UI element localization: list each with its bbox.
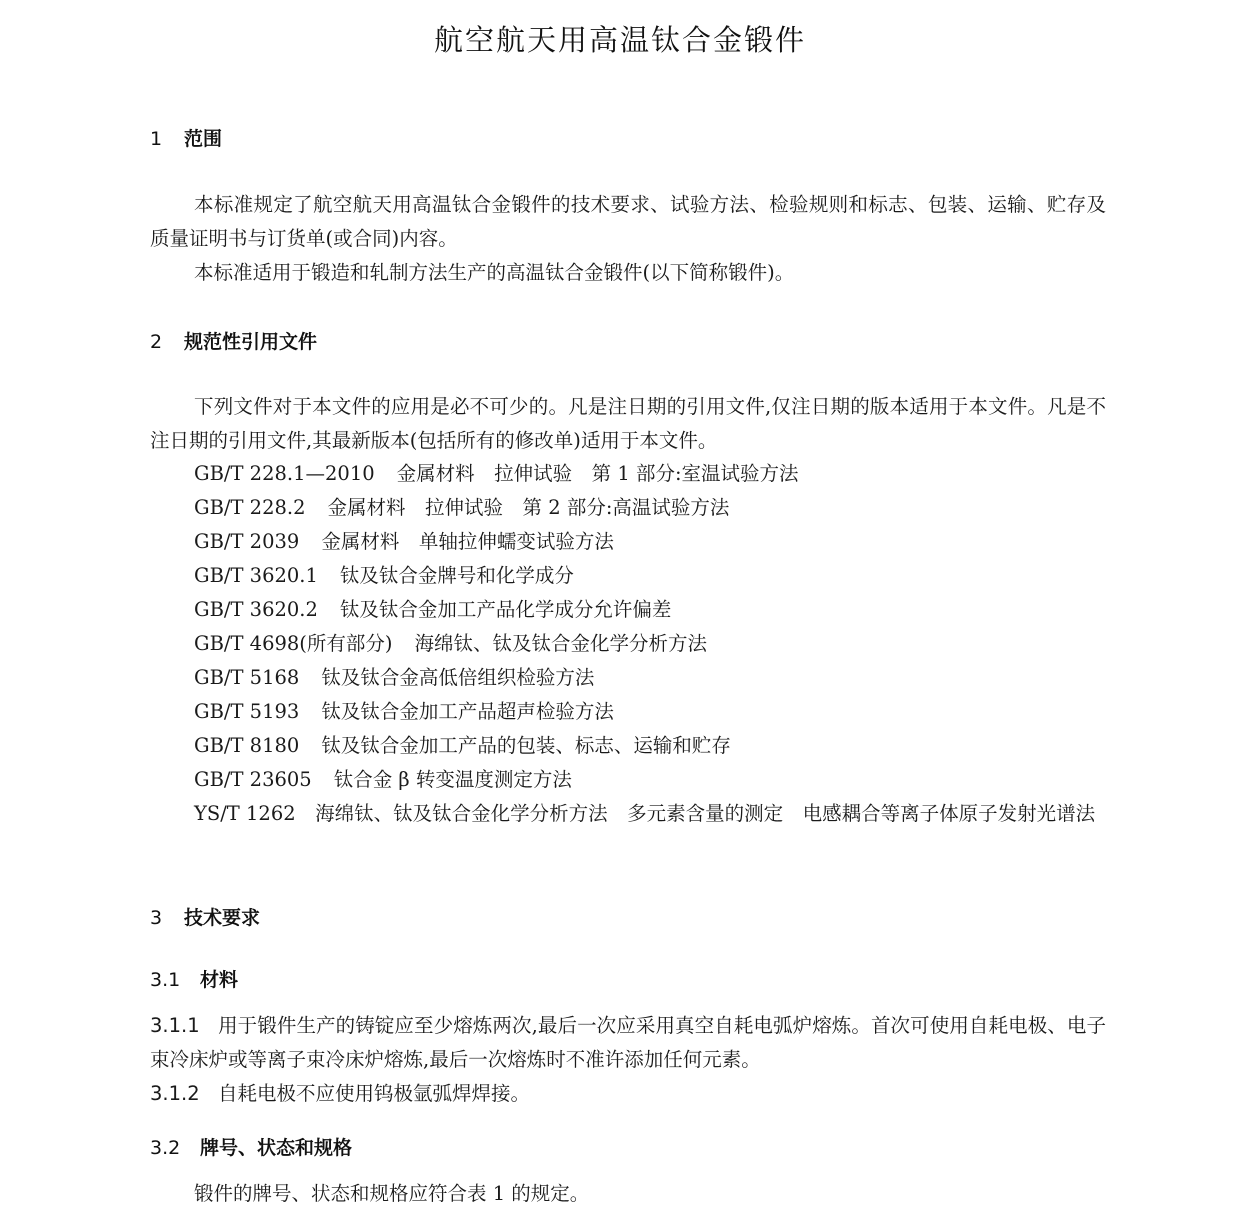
reference-item bbox=[194, 661, 1106, 695]
reference-code: GB/T 5193 bbox=[194, 700, 300, 723]
reference-item bbox=[194, 457, 1106, 491]
subsection-number: 3.2 bbox=[150, 1137, 181, 1159]
document-title: 航空航天用高温钛合金锻件 bbox=[433, 23, 806, 57]
clause-3-1-2 bbox=[150, 1077, 1106, 1111]
reference-code: GB/T 3620.1 bbox=[194, 564, 318, 587]
reference-item-last: YS/T 1262 海绵钛、钛及钛合金化学分析方法 多元素含量的测定 电感耦合等离子体原子发射光谱法 bbox=[194, 802, 1096, 825]
reference-item bbox=[194, 593, 1106, 627]
subsection-title: 牌号、状态和规格 bbox=[200, 1137, 353, 1159]
reference-code: GB/T 2039 bbox=[194, 530, 300, 553]
reference-title: 钛及钛合金牌号和化学成分 bbox=[339, 564, 574, 587]
reference-title: 金属材料 单轴拉伸蠕变试验方法 bbox=[321, 530, 614, 553]
reference-title: 钛合金 β 转变温度测定方法 bbox=[333, 768, 572, 791]
references-intro: 下列文件对于本文件的应用是必不可少的。凡是注日期的引用文件,仅注日期的版本适用于本文件。凡是不注日期的引用文件,其最新版本(包括所有的修改单)适用于本文件。 bbox=[150, 395, 1106, 452]
subsection-heading-materials bbox=[150, 965, 238, 992]
subsection-title: 材料 bbox=[200, 969, 239, 991]
section-title: 范围 bbox=[184, 128, 223, 150]
reference-code: GB/T 8180 bbox=[194, 734, 300, 757]
reference-title: 钛及钛合金加工产品超声检验方法 bbox=[321, 700, 614, 723]
reference-item bbox=[194, 729, 1106, 763]
reference-code: GB/T 5168 bbox=[194, 666, 300, 689]
reference-item bbox=[194, 491, 1106, 525]
grades-paragraph: 锻件的牌号、状态和规格应符合表 1 的规定。 bbox=[194, 1182, 590, 1205]
section-number: 3 bbox=[150, 907, 163, 929]
reference-item bbox=[194, 559, 1106, 593]
reference-title: 金属材料 拉伸试验 第 2 部分:高温试验方法 bbox=[327, 496, 730, 519]
reference-code: GB/T 23605 bbox=[194, 768, 312, 791]
reference-item bbox=[194, 695, 1106, 729]
reference-code: GB/T 228.2 bbox=[194, 496, 306, 519]
section-title: 技术要求 bbox=[184, 907, 261, 929]
subsection-heading-grades bbox=[150, 1133, 352, 1160]
reference-title: 海绵钛、钛及钛合金化学分析方法 bbox=[414, 632, 708, 655]
section-heading-normative-references bbox=[150, 327, 317, 354]
reference-code: GB/T 3620.2 bbox=[194, 598, 318, 621]
clause-3-1-1 bbox=[150, 1009, 1106, 1077]
section-number: 1 bbox=[150, 128, 163, 150]
section-heading-scope bbox=[150, 124, 222, 151]
section-title: 规范性引用文件 bbox=[184, 331, 318, 353]
reference-item bbox=[194, 525, 1106, 559]
reference-code: GB/T 228.1—2010 bbox=[194, 462, 375, 485]
subsection-number: 3.1 bbox=[150, 969, 181, 991]
reference-item bbox=[194, 763, 1106, 797]
reference-title: 钛及钛合金加工产品化学成分允许偏差 bbox=[339, 598, 672, 621]
reference-title: 金属材料 拉伸试验 第 1 部分:室温试验方法 bbox=[396, 462, 799, 485]
reference-title: 钛及钛合金高低倍组织检验方法 bbox=[321, 666, 595, 689]
reference-code: GB/T 4698(所有部分) bbox=[194, 632, 393, 655]
scope-paragraph-2: 本标准适用于锻造和轧制方法生产的高温钛合金锻件(以下简称锻件)。 bbox=[194, 261, 795, 284]
reference-item bbox=[194, 627, 1106, 661]
reference-title: 钛及钛合金加工产品的包装、标志、运输和贮存 bbox=[321, 734, 731, 757]
clause-text: 用于锻件生产的铸锭应至少熔炼两次,最后一次应采用真空自耗电弧炉熔炼。首次可使用自耗电极、电子束冷床炉或等离子束冷床炉熔炼,最后一次熔炼时不准许添加任何元素。 bbox=[150, 1014, 1106, 1071]
clause-number: 3.1.2 bbox=[150, 1082, 200, 1105]
section-number: 2 bbox=[150, 331, 163, 353]
clause-text: 自耗电极不应使用钨极氩弧焊焊接。 bbox=[218, 1082, 531, 1105]
clause-number: 3.1.1 bbox=[150, 1014, 200, 1037]
section-heading-technical-requirements bbox=[150, 903, 260, 930]
scope-paragraph-1: 本标准规定了航空航天用高温钛合金锻件的技术要求、试验方法、检验规则和标志、包装、运输、贮存及质量证明书与订货单(或合同)内容。 bbox=[150, 193, 1106, 250]
